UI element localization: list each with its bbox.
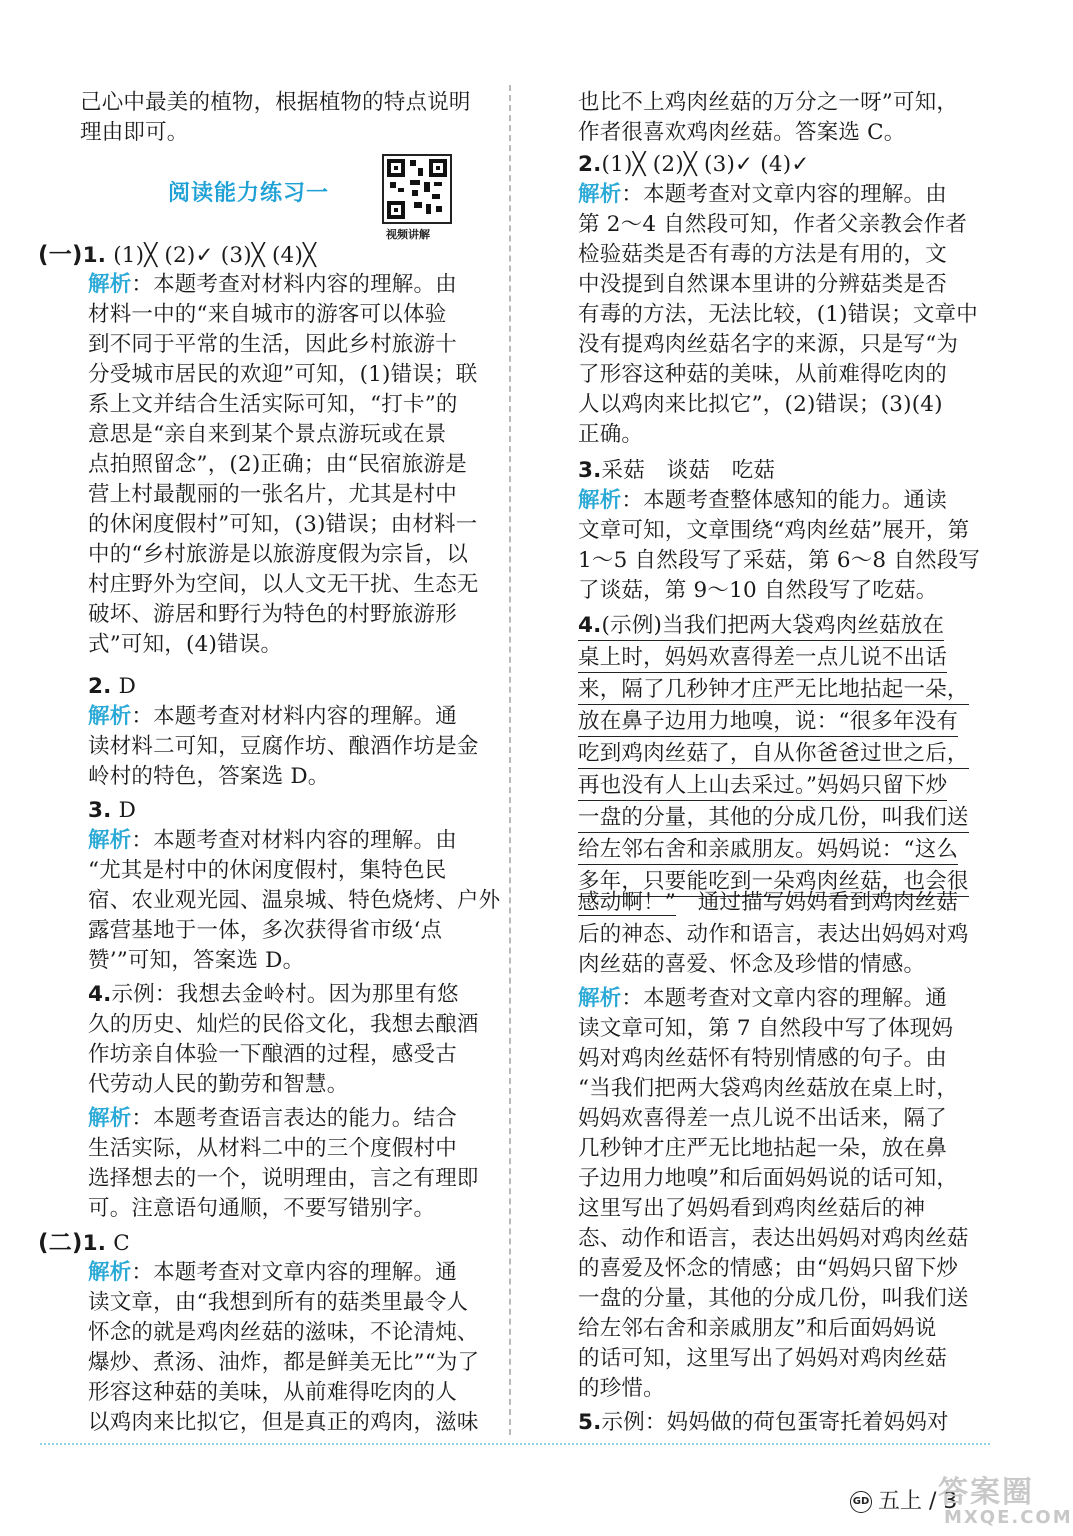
analysis-line: 解析：本题考查整体感知的能力。通读 (578, 488, 947, 513)
intro-line: 理由即可。 (80, 120, 189, 145)
gd-badge-icon: GD (850, 1491, 872, 1513)
analysis-line: 没有提鸡肉丝菇名字的来源，只是写“为 (578, 332, 959, 357)
q2-answer-line: 2. D (88, 674, 137, 699)
q2-answer-line: 2.(1)╳ (2)╳ (3)✓ (4)✓ (578, 152, 810, 177)
analysis-line: 了形容这种菇的美味，从前难得吃肉的 (578, 362, 947, 387)
analysis-line: 人以鸡肉来比拟它”，(2)错误；(3)(4) (578, 392, 943, 417)
analysis-line: 营上村最靓丽的一张名片，尤其是村中 (88, 482, 457, 507)
answer-line: 感动啊！” 通过描写妈妈看到鸡肉丝菇 (578, 890, 959, 915)
analysis-line: 1～5 自然段写了采菇，第 6～8 自然段写 (578, 548, 981, 573)
analysis-line: 给左邻右舍和亲戚朋友”和后面妈妈说 (578, 1316, 937, 1341)
intro-line: 己心中最美的植物，根据植物的特点说明 (80, 90, 471, 115)
analysis-line: 子边用力地嗅”和后面妈妈说的话可知， (578, 1166, 959, 1191)
analysis-line: 分受城市居民的欢迎”可知，(1)错误；联 (88, 362, 478, 387)
analysis-line: 解析：本题考查对文章内容的理解。通 (578, 986, 947, 1011)
q3-answer-line: 3.采菇 谈菇 吃菇 (578, 458, 776, 483)
analysis-line: 正确。 (578, 422, 644, 447)
analysis-line: 点拍照留念”，(2)正确；由“民宿旅游是 (88, 452, 467, 477)
analysis-line: 读文章可知，第 7 自然段中写了体现妈 (578, 1016, 954, 1041)
analysis-line: 到不同于平常的生活，因此乡村旅游十 (88, 332, 457, 357)
analysis-line: 中的“乡村旅游是以旅游度假为宗旨，以 (88, 542, 469, 567)
analysis-line: 以鸡肉来比拟它，但是真正的鸡肉，滋味 (88, 1410, 479, 1435)
analysis-line: 可。注意语句通顺，不要写错别字。 (88, 1196, 436, 1221)
analysis-tag: 解析 (88, 828, 132, 853)
analysis-line: 有毒的方法，无法比较，(1)错误；文章中 (578, 302, 978, 327)
continued-line: 也比不上鸡肉丝菇的万分之一呀”可知， (578, 90, 959, 115)
analysis-line: 的休闲度假村”可知，(3)错误；由材料一 (88, 512, 478, 537)
answer-text: (1)╳ (2)✓ (3)╳ (4)╳ (113, 243, 317, 268)
analysis-line: 读材料二可知，豆腐作坊、酿酒作坊是金 (88, 734, 479, 759)
footer-divider (40, 1443, 990, 1445)
page-number: 五上 / 3 (878, 1489, 958, 1514)
underlined-answer-line: 给左邻右舍和亲戚朋友。妈妈说：“这么 (578, 836, 958, 865)
analysis-line: 的喜爱及怀念的情感；由“妈妈只留下炒 (578, 1256, 959, 1281)
analysis-tag: 解析 (88, 704, 132, 729)
analysis-line: 宿、农业观光园、温泉城、特色烧烤、户外 (88, 888, 501, 913)
right-column (530, 0, 1057, 1536)
analysis-tag: 解析 (88, 272, 132, 297)
q4-answer-line: 4.示例：我想去金岭村。因为那里有悠 (88, 982, 459, 1007)
section-title: 阅读能力练习一 (168, 181, 330, 206)
continued-line: 作者很喜欢鸡肉丝菇。答案选 C。 (578, 120, 906, 145)
analysis-line: 文章可知，文章围绕“鸡肉丝菇”展开，第 (578, 518, 970, 543)
analysis-line: 妈对鸡肉丝菇怀有特别情感的句子。由 (578, 1046, 947, 1071)
analysis-line: 村庄野外为空间，以人文无干扰、生态无 (88, 572, 479, 597)
analysis-line: “尤其是村中的休闲度假村，集特色民 (88, 858, 447, 883)
analysis-line: 的话可知，这里写出了妈妈对鸡肉丝菇 (578, 1346, 947, 1371)
analysis-line: 材料一中的“来自城市的游客可以体验 (88, 302, 447, 327)
analysis-line: 几秒钟才庄严无比地拈起一朵，放在鼻 (578, 1136, 947, 1161)
left-column (0, 0, 510, 1536)
analysis-tag: 解析 (578, 986, 622, 1011)
question-number: 1. (82, 243, 107, 268)
part2-answer-line: (二)1. C (38, 1230, 130, 1256)
answer-line: 代劳动人民的勤劳和智慧。 (88, 1072, 349, 1097)
underlined-answer-line: 来，隔了几秒钟才庄严无比地拈起一朵， (578, 676, 969, 705)
analysis-line: 破坏、游居和野行为特色的村野旅游形 (88, 602, 457, 627)
analysis-line: 式”可知，(4)错误。 (88, 632, 283, 657)
answer-line: 肉丝菇的喜爱、怀念及珍惜的情感。 (578, 952, 926, 977)
analysis-tag: 解析 (88, 1260, 132, 1285)
analysis-line: 爆炒、煮汤、油炸，都是鲜美无比”“为了 (88, 1350, 480, 1375)
analysis-line: 解析：本题考查语言表达的能力。结合 (88, 1106, 457, 1131)
analysis-tag: 解析 (578, 182, 622, 207)
analysis-tag: 解析 (88, 1106, 132, 1131)
analysis-line: 中没提到自然课本里讲的分辨菇类是否 (578, 272, 947, 297)
analysis-line: 了谈菇，第 9～10 自然段写了吃菇。 (578, 578, 938, 603)
answer-line: 后的神态、动作和语言，表达出妈妈对鸡 (578, 922, 969, 947)
analysis-line: 露营基地于一体，多次获得省市级‘点 (88, 918, 443, 943)
analysis-line: 解析：本题考查对文章内容的理解。由 (578, 182, 947, 207)
analysis-line: 这里写出了妈妈看到鸡肉丝菇后的神 (578, 1196, 926, 1221)
analysis-line: 形容这种菇的美味，从前难得吃肉的人 (88, 1380, 457, 1405)
watermark-logo (930, 1465, 1073, 1536)
analysis-line: 读文章，由“我想到所有的菇类里最令人 (88, 1290, 469, 1315)
qr-caption: 视频讲解 (386, 228, 430, 241)
analysis-line: 妈妈欢喜得差一点儿说不出话来，隔了 (578, 1106, 947, 1131)
q4-answer-line: 4.(示例)当我们把两大袋鸡肉丝菇放在 (578, 612, 944, 641)
watermark-text: 答案圈 (938, 1475, 1034, 1510)
analysis-line: 解析：本题考查对材料内容的理解。通 (88, 704, 457, 729)
qr-code-icon[interactable] (382, 154, 452, 224)
analysis-line: 生活实际，从材料二中的三个度假村中 (88, 1136, 457, 1161)
analysis-line: 第 2～4 自然段可知，作者父亲教会作者 (578, 212, 968, 237)
underlined-answer-line: 桌上时，妈妈欢喜得差一点儿说不出话 (578, 644, 947, 673)
underlined-answer-line: 一盘的分量，其他的分成几份，叫我们送 (578, 804, 969, 833)
analysis-line: 意思是“亲自来到某个景点游玩或在景 (88, 422, 447, 447)
part2-label: (二) (38, 1230, 83, 1256)
q3-answer-line: 3. D (88, 798, 137, 823)
column-divider (509, 85, 511, 1435)
analysis-line: “当我们把两大袋鸡肉丝菇放在桌上时， (578, 1076, 959, 1101)
analysis-line: 赞’”可知，答案选 D。 (88, 948, 305, 973)
part1-label: (一) (38, 242, 83, 268)
analysis-line: 选择想去的一个，说明理由，言之有理即 (88, 1166, 479, 1191)
underlined-answer-line: 吃到鸡肉丝菇了，自从你爸爸过世之后， (578, 740, 969, 769)
analysis-line: 岭村的特色，答案选 D。 (88, 764, 330, 789)
analysis-line: 解析：本题考查对材料内容的理解。由 (88, 828, 457, 853)
analysis-line: 一盘的分量，其他的分成几份，叫我们送 (578, 1286, 969, 1311)
analysis-line: 解析：本题考查对材料内容的理解。由 (88, 272, 457, 297)
analysis-line: 检验菇类是否有毒的方法是有用的，文 (578, 242, 947, 267)
underlined-answer-line: 再也没有人上山去采过。”妈妈只留下炒 (578, 772, 947, 801)
analysis-line: 怀念的就是鸡肉丝菇的滋味，不论清炖、 (88, 1320, 479, 1345)
analysis-line: 系上文并结合生活实际可知，“打卡”的 (88, 392, 458, 417)
underlined-answer-line: 放在鼻子边用力地嗅，说：“很多年没有 (578, 708, 958, 737)
analysis-line: 解析：本题考查对文章内容的理解。通 (88, 1260, 457, 1285)
q5-answer-line: 5.示例：妈妈做的荷包蛋寄托着妈妈对 (578, 1410, 949, 1435)
answer-line: 作坊亲自体验一下酿酒的过程，感受古 (88, 1042, 457, 1067)
analysis-line: 态、动作和语言，表达出妈妈对鸡肉丝菇 (578, 1226, 969, 1251)
watermark-url: MXQE.COM (944, 1507, 1073, 1528)
analysis-tag: 解析 (578, 488, 622, 513)
analysis-line: 的珍惜。 (578, 1376, 665, 1401)
q1-answer-line (38, 240, 316, 271)
answer-line: 久的历史、灿烂的民俗文化，我想去酿酒 (88, 1012, 479, 1037)
underlined-answer-line: 多年，只要能吃到一朵鸡肉丝菇，也会很 (578, 868, 969, 897)
